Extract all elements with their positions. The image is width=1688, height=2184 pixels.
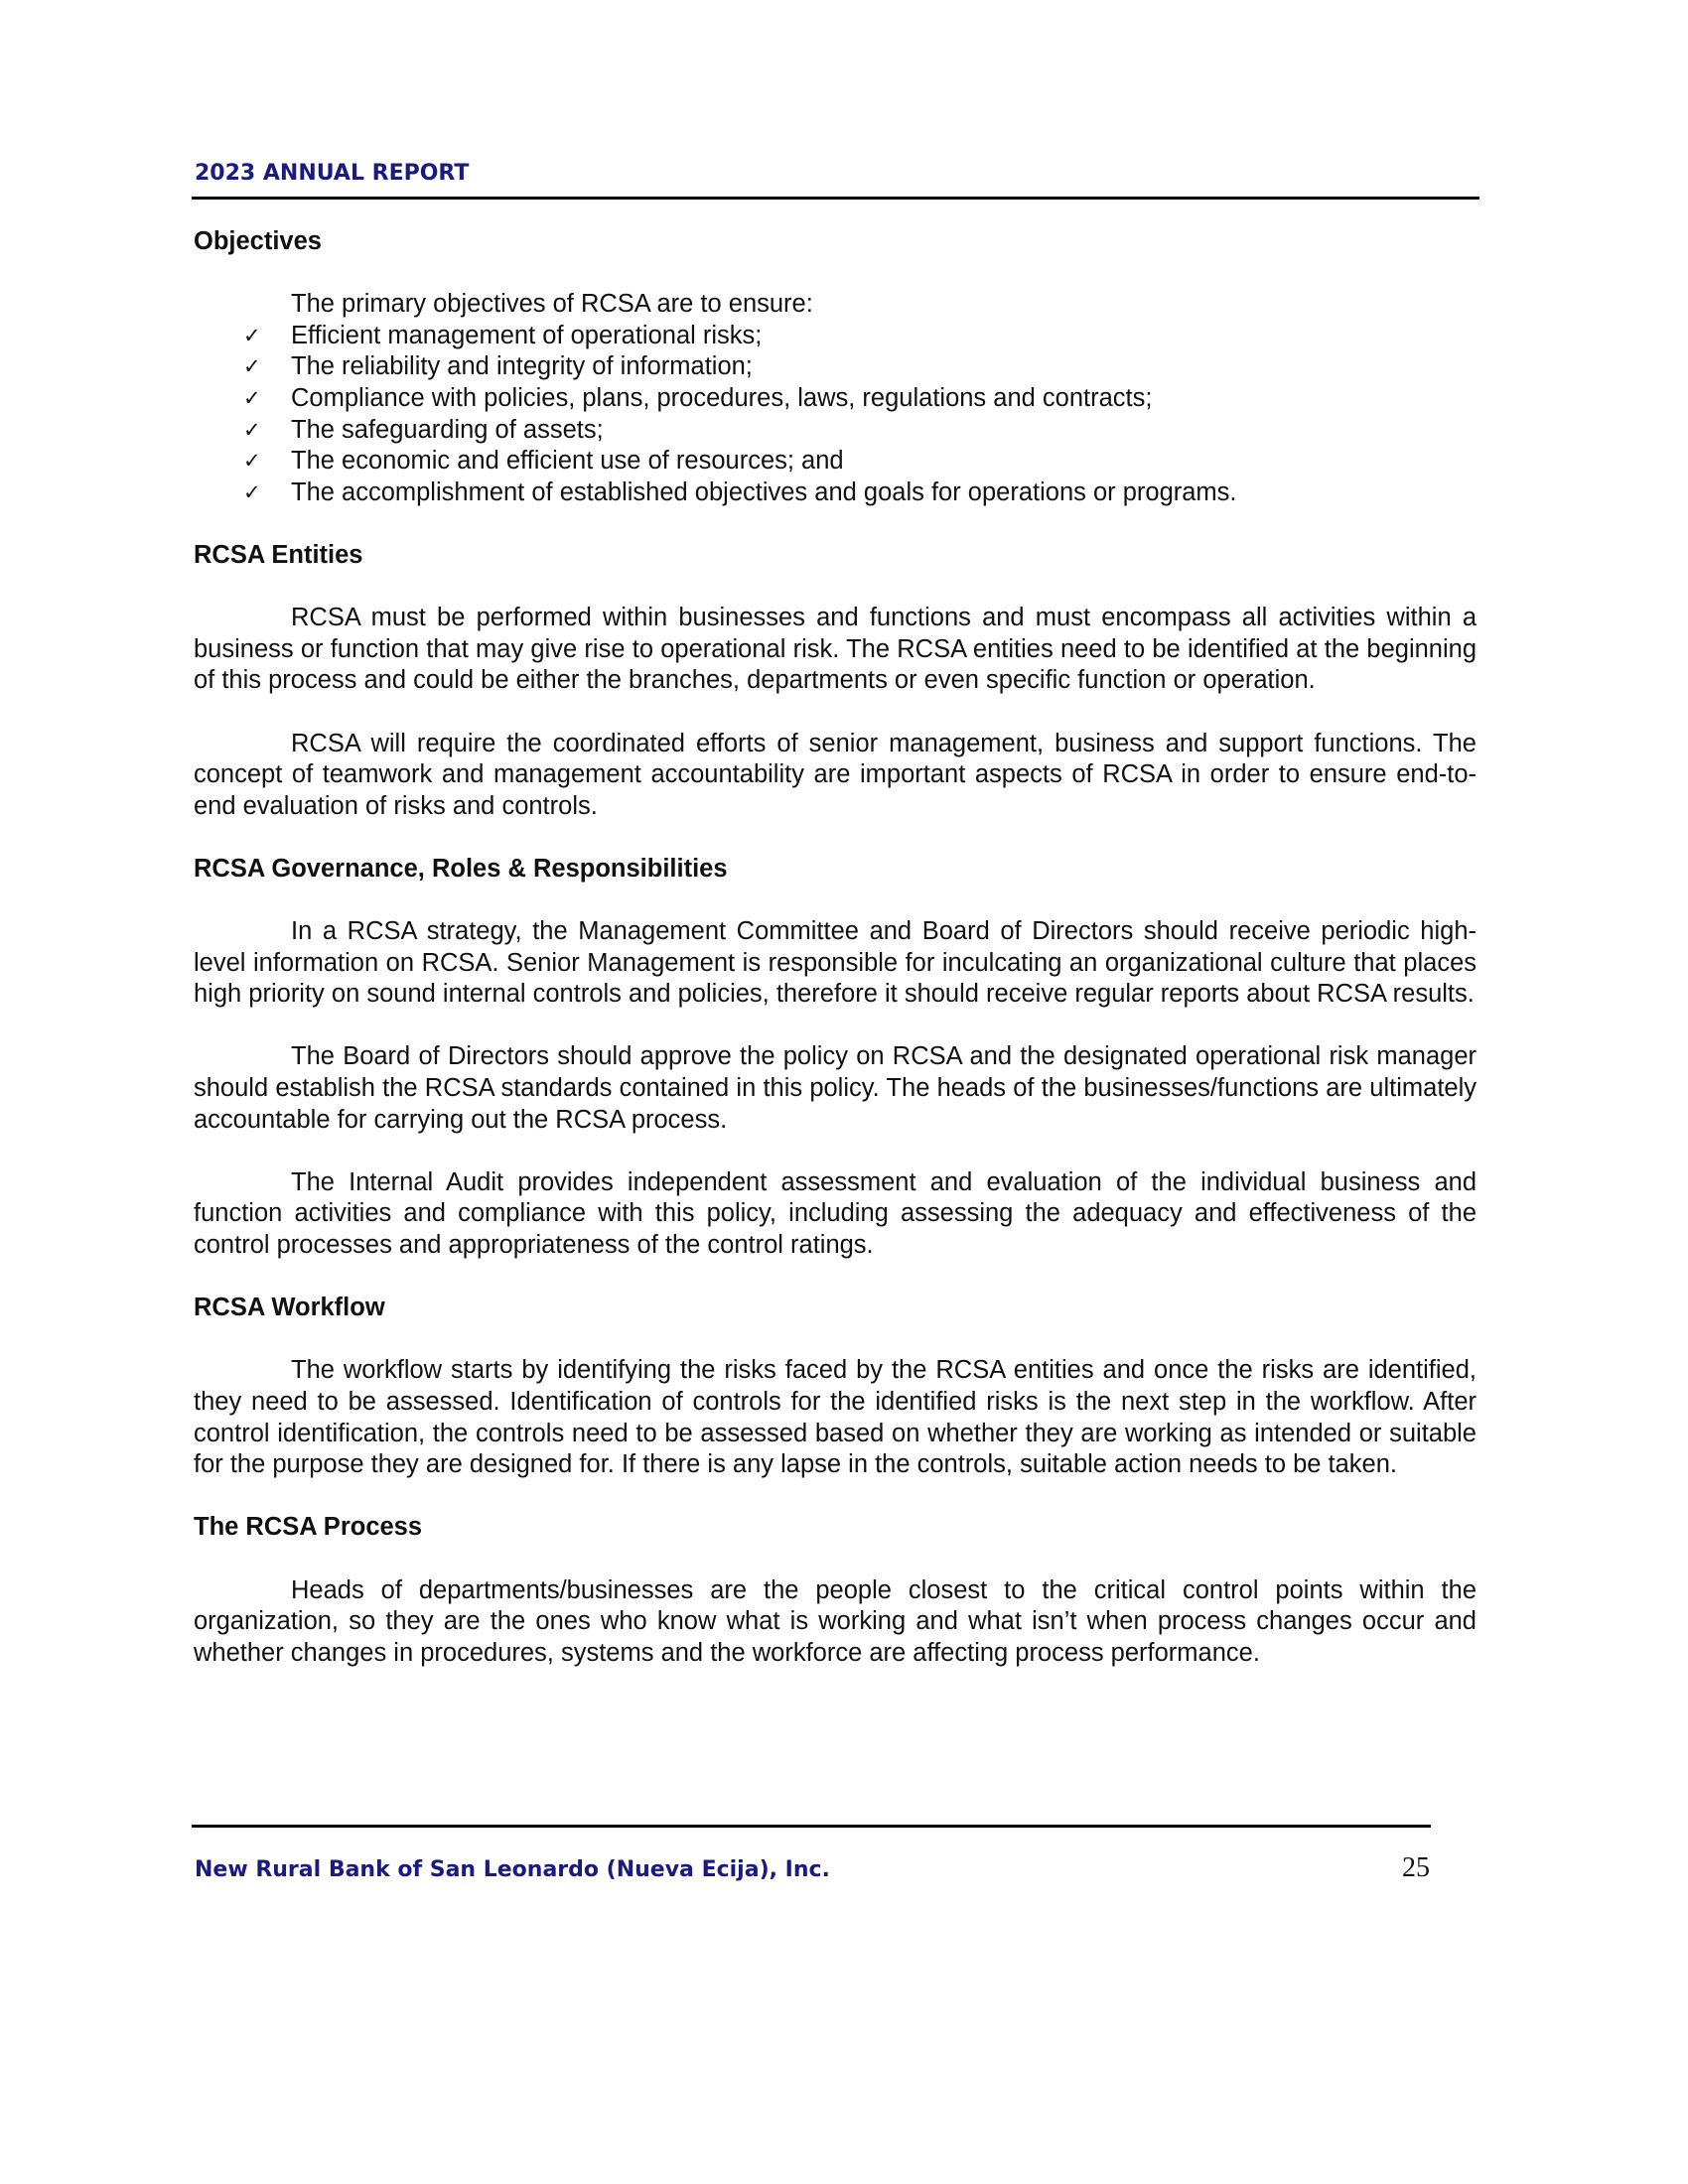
paragraph: RCSA will require the coordinated efforts of senior management, business and support functions. The concept of teamwork and management accountability are important aspects of RCSA in order to ensure end-to-end evaluation of risks and controls.	[194, 729, 1477, 820]
checklist-item	[194, 321, 1477, 352]
section-rcsa-workflow	[194, 1293, 1477, 1481]
checkmark-icon: ✓	[243, 323, 261, 347]
checklist-item	[194, 415, 1477, 447]
section-rcsa-governance	[194, 854, 1477, 1262]
section-heading-objectives: Objectives	[194, 227, 322, 255]
paragraph: In a RCSA strategy, the Management Committee and Board of Directors should receive periodic high-level information on RCSA. Senior Management is responsible for inculcating an organizational culture that places high priority on sound internal controls and policies, therefore it should receive regular reports about RCSA results.	[194, 917, 1477, 1009]
section-heading-rcsa-entities: RCSA Entities	[194, 540, 363, 569]
paragraph: Heads of departments/businesses are the people closest to the critical control points within the organization, so they are the ones who know what is working and what isn’t when process changes occur and whether changes in procedures, systems and the workforce are affecting process performance.	[194, 1575, 1477, 1667]
paragraph: The Internal Audit provides independent assessment and evaluation of the individual business and function activities and compliance with this policy, including assessing the adequacy and effectiveness of the control processes and appropriateness of the control ratings.	[194, 1167, 1477, 1259]
checklist-item	[194, 446, 1477, 478]
section-heading-rcsa-governance: RCSA Governance, Roles & Responsibilities	[194, 854, 728, 883]
section-rcsa-entities	[194, 540, 1477, 822]
checklist-item-text: The accomplishment of established objectives and goals for operations or programs.	[291, 478, 1237, 506]
checkmark-icon: ✓	[243, 479, 261, 504]
page-number: 25	[1402, 1852, 1430, 1883]
section-objectives	[194, 226, 1477, 508]
checklist-item	[194, 351, 1477, 383]
checkmark-icon: ✓	[243, 449, 261, 474]
page-content	[194, 226, 1477, 1701]
checkmark-icon: ✓	[243, 385, 261, 410]
checklist-item-text: The reliability and integrity of information;	[291, 352, 753, 381]
section-heading-rcsa-process: The RCSA Process	[194, 1513, 423, 1542]
footer-organization-name: New Rural Bank of San Leonardo (Nueva Ecija), Inc.	[195, 1857, 830, 1882]
checklist-item-text: Compliance with policies, plans, procedures, laws, regulations and contracts;	[291, 383, 1153, 412]
section-heading-rcsa-workflow: RCSA Workflow	[194, 1294, 385, 1322]
checkmark-icon: ✓	[243, 417, 261, 442]
checklist-item-text: Efficient management of operational risks;	[291, 321, 763, 349]
paragraph: The workflow starts by identifying the risks faced by the RCSA entities and once the risks are identified, they need to be assessed. Identification of controls for the identified risks is the next step in the workflow. After control identification, the controls need to be assessed based on whether they are working as intended or suitable for the purpose they are designed for. If there is any lapse in the controls, suitable action needs to be taken.	[194, 1356, 1477, 1479]
footer-divider	[192, 1825, 1431, 1828]
checklist-item	[194, 478, 1477, 509]
paragraph: RCSA must be performed within businesses and functions and must encompass all activities within a business or function that may give rise to operational risk. The RCSA entities need to be identified at the beginning of this process and could be either the branches, departments or even specific function or operation.	[194, 604, 1477, 695]
checklist-item-text: The economic and efficient use of resources; and	[291, 447, 844, 476]
report-header-title: 2023 ANNUAL REPORT	[195, 161, 470, 186]
checklist-item-text: The safeguarding of assets;	[291, 415, 604, 444]
objectives-intro: The primary objectives of RCSA are to ensure:	[291, 290, 813, 319]
checkmark-icon: ✓	[243, 354, 261, 379]
section-rcsa-process	[194, 1512, 1477, 1669]
paragraph: The Board of Directors should approve the policy on RCSA and the designated operational risk manager should establish the RCSA standards contained in this policy. The heads of the businesses/functions are ultimately accountable for carrying out the RCSA process.	[194, 1042, 1477, 1134]
header-divider	[192, 197, 1479, 200]
objectives-checklist	[194, 321, 1477, 509]
checklist-item	[194, 383, 1477, 415]
